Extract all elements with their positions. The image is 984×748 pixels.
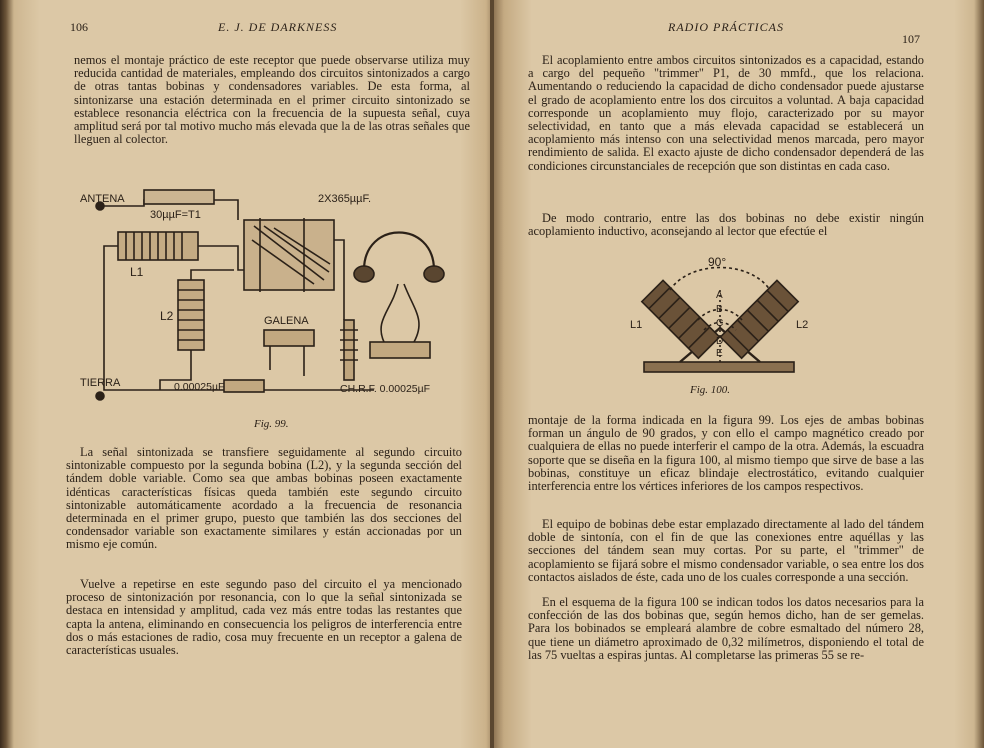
right-paragraph-4: El equipo de bobinas debe estar emplazado directamente al lado del tándem doble de sintonía, con el fin de que las conexiones entre aquéllas y las secciones del tándem sean muy cortas. Por su parte, el "trimmer" de acoplamiento se fijará sobre el mismo condensador variable, o sea entre los dos contactos aislados de éste, cada uno de los cuales corresponde a una sección. bbox=[528, 517, 924, 584]
label-l1: L1 bbox=[130, 265, 144, 279]
point-e: E bbox=[716, 348, 723, 359]
figure-99-caption: Fig. 99. bbox=[254, 418, 289, 430]
label-antena: ANTENA bbox=[80, 193, 125, 205]
coil-label-l2: L2 bbox=[796, 319, 809, 331]
label-trimmer: 30µµF=T1 bbox=[150, 209, 201, 221]
label-chrf: CH.R.F. 0.00025µF bbox=[340, 383, 431, 395]
right-page bbox=[494, 0, 984, 748]
label-cap-left: 0.00025µF bbox=[174, 381, 225, 393]
point-b: B bbox=[716, 304, 723, 315]
figure-100-caption: Fig. 100. bbox=[690, 384, 731, 396]
right-paragraph-3: montaje de la forma indicada en la figura 99. Los ejes de ambas bobinas forman un ángulo de 90 grados, y con ello el campo magnético creado por cualquiera de ellas no puede interferir el campo de la otra. Además, la escuadra soporte que se diseña en la figura 100, al mismo tiempo que sirve de base a las bobinas, constituye un eficaz blindaje electrostático, evitando cualquier interferencia entre los vértices inferiores de los campos respectivos. bbox=[528, 413, 924, 494]
left-page-number: 106 bbox=[70, 20, 88, 34]
coil-label-l1: L1 bbox=[630, 319, 643, 331]
right-paragraph-2: De modo contrario, entre las dos bobinas no debe existir ningún acoplamiento inductivo, aconsejando al lector que efectúe el bbox=[528, 211, 924, 239]
right-paragraph-5: En el esquema de la figura 100 se indican todos los datos necesarios para la confección de las dos bobinas que, según hemos dicho, han de ser gemelas. Para los bobinados se empleará alambre de cobre esmaltado del número 28, que tiene un diámetro aproximado de 0,32 milímetros, disponiendo el total de las 75 vueltas a espiras juntas. Al completarse las primeras 55 se re- bbox=[528, 595, 924, 662]
figure-99-circuit bbox=[74, 180, 470, 412]
right-paragraph-1: El acoplamiento entre ambos circuitos sintonizados es a capacidad, estando a cargo del pequeño "trimmer" P1, de 30 mmfd., que los relaciona. Aumentando o reduciendo la capacidad de dicho condensador puede ajustarse el grado de acoplamiento entre los dos circuitos a voluntad. A baja capacidad corresponde un acoplamiento muy flojo, caracterizado por su mayor selectividad, en tanto que a más elevada capacidad se establecerá un acoplamiento más intenso con una selectividad menos marcada, pero mayor rendimiento de salida. El exacto ajuste de dicho condensador dependerá de las condiciones circunstanciales de recepción que son distintas en cada caso. bbox=[528, 53, 924, 173]
label-tandem: 2X365µµF. bbox=[318, 193, 372, 205]
angle-label: 90° bbox=[708, 255, 727, 269]
right-running-head: RADIO PRÁCTICAS bbox=[668, 20, 784, 34]
right-page-number: 107 bbox=[902, 32, 920, 46]
point-c: C bbox=[716, 318, 724, 329]
figure-100-coil-angle bbox=[620, 250, 820, 380]
point-a: A bbox=[716, 290, 723, 301]
label-l2: L2 bbox=[160, 309, 174, 323]
point-d: D bbox=[716, 336, 724, 347]
label-galena: GALENA bbox=[264, 315, 309, 327]
left-paragraph-2: La señal sintonizada se transfiere seguidamente al segundo circuito sintonizable compuesto por la segunda bobina (L2), y la segunda sección del tándem doble variable. Como sea que ambas bobinas poseen exactamente idénticas características físicas queda también este segundo circuito sintonizable automáticamente acordado a la frecuencia de resonancia determinada en el primer grupo, puesto que también las dos secciones del condensador variable son exactamente similares y están accionadas por un mismo eje común. bbox=[66, 445, 462, 552]
left-running-head: E. J. DE DARKNESS bbox=[218, 20, 338, 34]
left-paragraph-3: Vuelve a repetirse en este segundo paso del circuito el ya mencionado proceso de sintonización por resonancia, con lo que la señal sintonizada se destaca en intensidad y amplitud, cada vez más entre todas las restantes que capta la antena, eliminando en consecuencia los peligros de interferencia entre dos o más estaciones de radio, cosa muy frecuente en un receptor a galena de características usuales. bbox=[66, 577, 462, 658]
label-tierra: TIERRA bbox=[80, 377, 121, 389]
left-paragraph-1: nemos el montaje práctico de este receptor que puede observarse utiliza muy reducida cantidad de materiales, empleando dos circuitos sintonizados a cargo de otras tantas bobinas y condensadores variables. De esta forma, al sintonizarse una estación determinada en el primer circuito sintonizado se establece resonancia eléctrica con la frecuencia de la supuesta señal, cuya amplitud será por tal motivo mucho más elevada que la de las otras señales que lleguen al colector. bbox=[74, 53, 470, 147]
